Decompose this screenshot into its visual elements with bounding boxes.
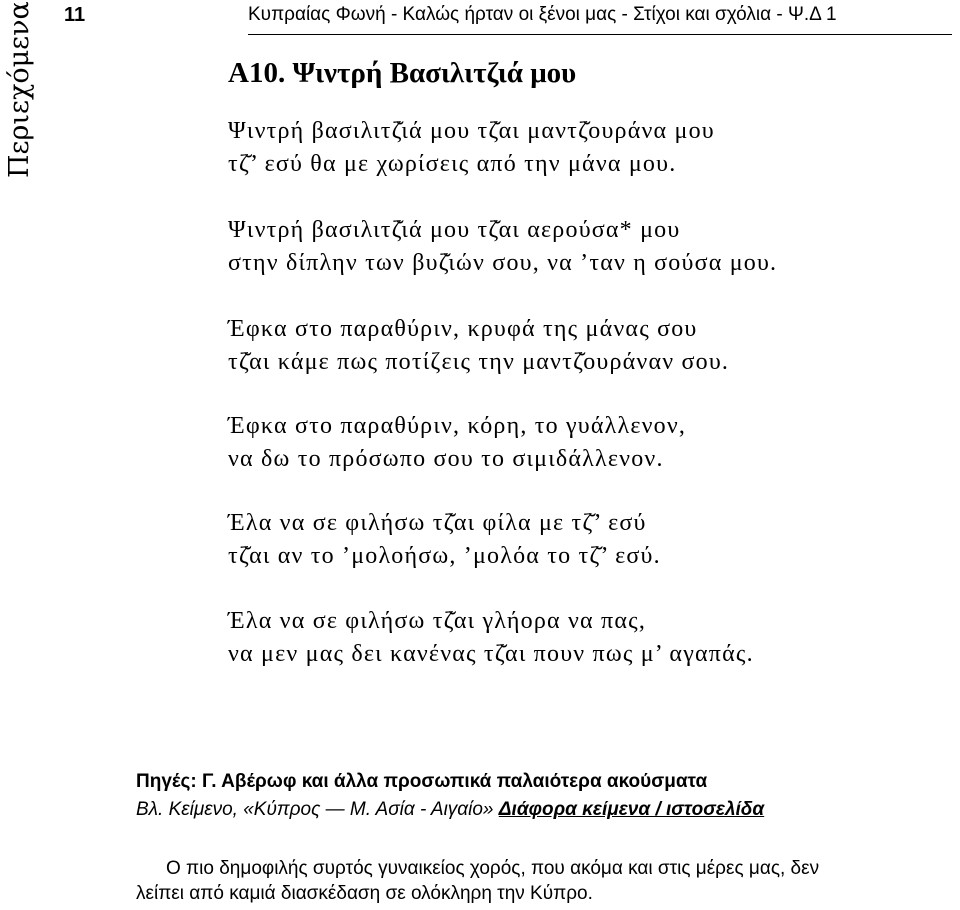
verse-line: στην δίπλην των βυζ̆ιών σου, να ’ταν η σούσα μου.: [228, 250, 778, 276]
header-divider: [248, 34, 952, 35]
stanza: [228, 313, 729, 379]
page-number: 11: [64, 4, 86, 26]
footnote: [136, 856, 956, 906]
stanza: [228, 605, 754, 671]
verse-line: τζ̆αι αν το ’μολοήσω, ’μολόα το τζ̆’ εσύ.: [228, 543, 661, 569]
verse-line: Έλα να σε φιλήσω τζ̆αι φίλα με τζ̆’ εσύ: [228, 510, 647, 536]
poem-title: Α10. Ψιντρή Βασιλιτζιά μου: [228, 57, 577, 89]
sources-line: Πηγές: Γ. Αβέρωφ και άλλα προσωπικά παλαιότερα ακούσματα: [136, 771, 708, 792]
verse-line: Ψιντρή βασιλιτζ̆ιά μου τζ̆αι μαντζ̆ουράνα μου: [228, 118, 715, 144]
contents-link[interactable]: Περιεχόμενα: [4, 1, 35, 178]
footnote-line: Ο πιο δημοφιλής συρτός γυναικείος χορός, που ακόμα και στις μέρες μας, δεν: [166, 858, 820, 879]
reference-line: [136, 799, 764, 821]
stanza: [228, 410, 686, 476]
running-header-link[interactable]: Κυπραίας Φωνή - Καλώς ήρταν οι ξένοι μας - Στίχοι και σχόλια - Ψ.Δ 1: [248, 4, 837, 25]
sources-block: [136, 771, 764, 821]
stanza: [228, 115, 715, 181]
verse-line: να δω το πρόσωπο σου το σιμιδάλλενον.: [228, 446, 664, 472]
stanza: [228, 214, 777, 280]
verse-line: να μεν μας δει κανένας τζ̆αι πουν πως μ’ αγαπάς.: [228, 641, 754, 667]
verse-line: τζ̆’ εσύ θα με χωρίσεις από την μάνα μου.: [228, 151, 677, 177]
verse-line: τζ̆αι κάμε πως ποτίζεις την μαντζ̆ουράναν σου.: [228, 349, 730, 375]
verse-line: Έφκα στο παραθύριν, κρυφά της μάνας σου: [228, 316, 698, 342]
verse-line: Ψιντρή βασιλιτζ̆ιά μου τζ̆αι αερούσα* μου: [228, 217, 681, 243]
verse-line: Έλα να σε φιλήσω τζ̆αι γλήορα να πας,: [228, 608, 647, 634]
verse-line: Έφκα στο παραθύριν, κόρη, το γυάλλενον,: [228, 413, 687, 439]
various-texts-link[interactable]: Διάφορα κείμενα / ιστοσελίδα: [498, 799, 765, 820]
footnote-line: λείπει από καμιά διασκέδαση σε ολόκληρη την Κύπρο.: [136, 883, 593, 904]
stanza: [228, 507, 661, 573]
reference-text: Βλ. Κείμενο, «Κύπρος — Μ. Ασία - Αιγαίο»: [136, 799, 499, 820]
sidebar: [0, 0, 48, 910]
